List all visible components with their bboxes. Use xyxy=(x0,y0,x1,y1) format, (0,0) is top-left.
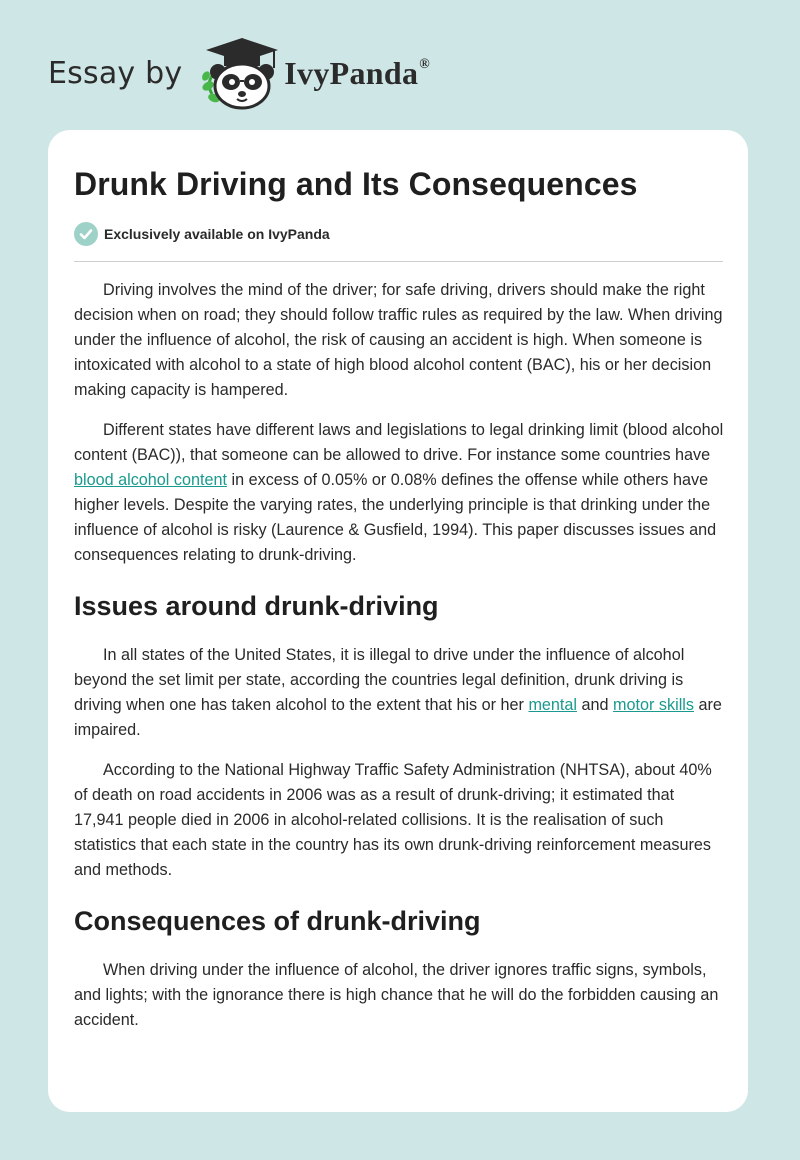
paragraph-legal-text-b: are impaired. xyxy=(74,696,722,739)
paragraph-laws xyxy=(74,418,726,568)
paragraph-laws-text-b: in excess of 0.05% or 0.08% defines the offense while others have higher levels. Despite the varying rates, the underlying principle is that drinking under the influence of alcohol is risky (Laurence & Gusfield, 1994). This paper discusses issues and consequences relating to drunk-driving. xyxy=(74,471,717,564)
paragraph-legal-definition xyxy=(74,643,726,743)
brand-name[interactable] xyxy=(284,55,430,92)
title-divider xyxy=(74,261,723,262)
paragraph-legal-text-a: In all states of the United States, it is illegal to drive under the influence of alcohol beyond the set limit per state, according the countries legal definition, drunk driving is driving when one has taken alcohol to the extent that his or her xyxy=(74,646,685,714)
exclusive-badge-text: Exclusively available on IvyPanda xyxy=(104,226,330,242)
essay-by-label: Essay by xyxy=(48,55,183,91)
ivypanda-logo-icon[interactable] xyxy=(196,36,282,110)
page-title: Drunk Driving and Its Consequences xyxy=(74,166,638,202)
link-mental[interactable]: mental xyxy=(528,696,578,714)
paragraph-consequences: When driving under the influence of alcohol, the driver ignores traffic signs, symbols, and lights; with the ignorance there is high chance that he will do the forbidden causing an accident. xyxy=(74,961,719,1029)
paragraph-statistics: According to the National Highway Traffic Safety Administration (NHTSA), about 40% of death on road accidents in 2006 was as a result of drunk-driving; it estimated that 17,941 people died in 2006 in alcohol-related collisions. It is the realisation of such statistics that each state in the country has its own drunk-driving reinforcement measures and methods. xyxy=(74,761,712,879)
essay-card xyxy=(48,130,748,1112)
site-header xyxy=(48,36,528,110)
link-motor-skills[interactable]: motor skills xyxy=(613,696,694,714)
check-circle-icon xyxy=(74,222,98,246)
link-blood-alcohol-content[interactable]: blood alcohol content xyxy=(74,471,227,489)
heading-consequences: Consequences of drunk-driving xyxy=(74,906,481,936)
paragraph-legal-text-mid: and xyxy=(577,696,614,714)
brand-text: IvyPanda xyxy=(284,54,419,91)
essay-body xyxy=(74,278,726,1048)
exclusive-badge xyxy=(74,222,330,246)
paragraph-intro: Driving involves the mind of the driver; for safe driving, drivers should make the right decision when on road; they should follow traffic rules as required by the law. When driving under the influence of alcohol, the risk of causing an accident is high. When someone is intoxicated with alcohol to a state of high blood alcohol content (BAC), his or her decision making capacity is hampered. xyxy=(74,281,723,399)
heading-issues: Issues around drunk-driving xyxy=(74,591,439,621)
paragraph-laws-text-a: Different states have different laws and legislations to legal drinking limit (blood alcohol content (BAC)), that someone can be allowed to drive. For instance some countries have xyxy=(74,421,724,464)
registered-mark: ® xyxy=(419,56,431,72)
